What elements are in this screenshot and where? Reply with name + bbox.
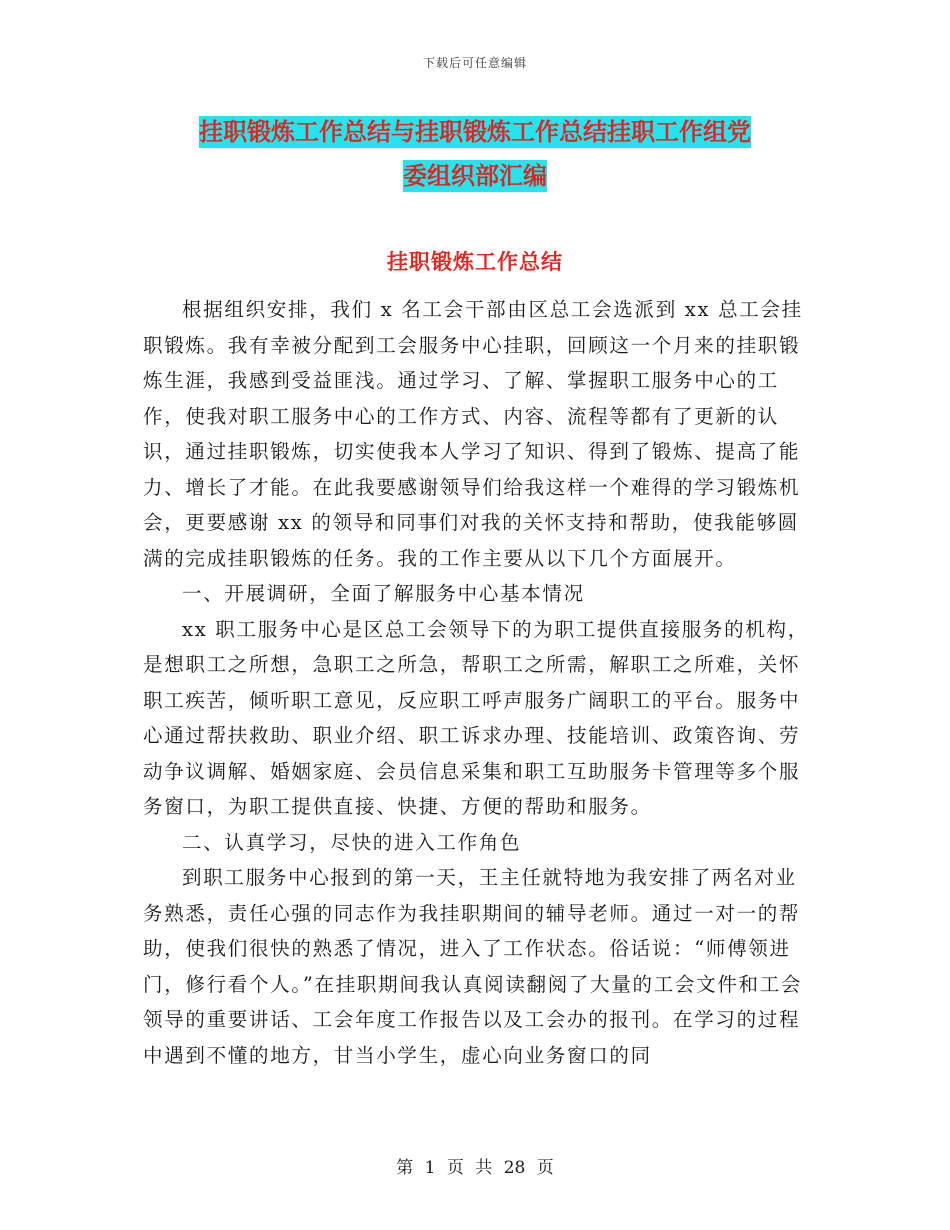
paragraph-intro: 根据组织安排，我们 x 名工会干部由区总工会选派到 xx 总工会挂职锻炼。我有幸被分配到工会服务中心挂职，回顾这一个月来的挂职锻炼生涯，我感到受益匪浅。通过学习、了解、掌握职工服务中心的工作，使我对职工服务中心的工作方式、内容、流程等都有了更新的认识，通过挂职锻炼，切实使我本人学习了知识、得到了锻炼、提高了能力、增长了才能。在此我要感谢领导们给我这样一个难得的学习锻炼机会，更要感谢 xx 的领导和同事们对我的关怀支持和帮助，使我能够圆满的完成挂职锻炼的任务。我的工作主要从以下几个方面展开。 (143, 298, 803, 570)
title-line-2: 委组织部汇编 (403, 162, 547, 190)
title-line-1: 挂职锻炼工作总结与挂职锻炼工作总结挂职工作组党 (199, 118, 751, 146)
section-title: 挂职锻炼工作总结 (387, 250, 563, 274)
paragraph-2: 到职工服务中心报到的第一天，王主任就特地为我安排了两名对业务熟悉，责任心强的同志作为我挂职期间的辅导老师。通过一对一的帮助，使我们很快的熟悉了情况，进入了工作状态。俗话说：“师傅领进门，修行看个人。”在挂职期间我认真阅读翻阅了大量的工会文件和工会领导的重要讲话、工会年度工作报告以及工会办的报刊。在学习的过程中遇到不懂的地方，甘当小学生，虚心向业务窗口的同 (143, 866, 803, 1067)
body-text (143, 292, 813, 1073)
heading-2: 二、认真学习，尽快的进入工作角色 (182, 830, 522, 854)
page-footer: 第 1 页 共 28 页 (396, 1158, 554, 1178)
document-title (140, 110, 810, 198)
paragraph-1: xx 职工服务中心是区总工会领导下的为职工提供直接服务的机构，是想职工之所想，急职工之所急，帮职工之所需，解职工之所难，关怀职工疾苦，倾听职工意见，反应职工呼声服务广阔职工的平台。服务中心通过帮扶救助、职业介绍、职工诉求办理、技能培训、政策咨询、劳动争议调解、婚姻家庭、会员信息采集和职工互助服务卡管理等多个服务窗口，为职工提供直接、快捷、方便的帮助和服务。 (143, 617, 809, 818)
header-note: 下载后可任意编辑 (422, 56, 527, 70)
heading-1: 一、开展调研，全面了解服务中心基本情况 (182, 582, 585, 605)
